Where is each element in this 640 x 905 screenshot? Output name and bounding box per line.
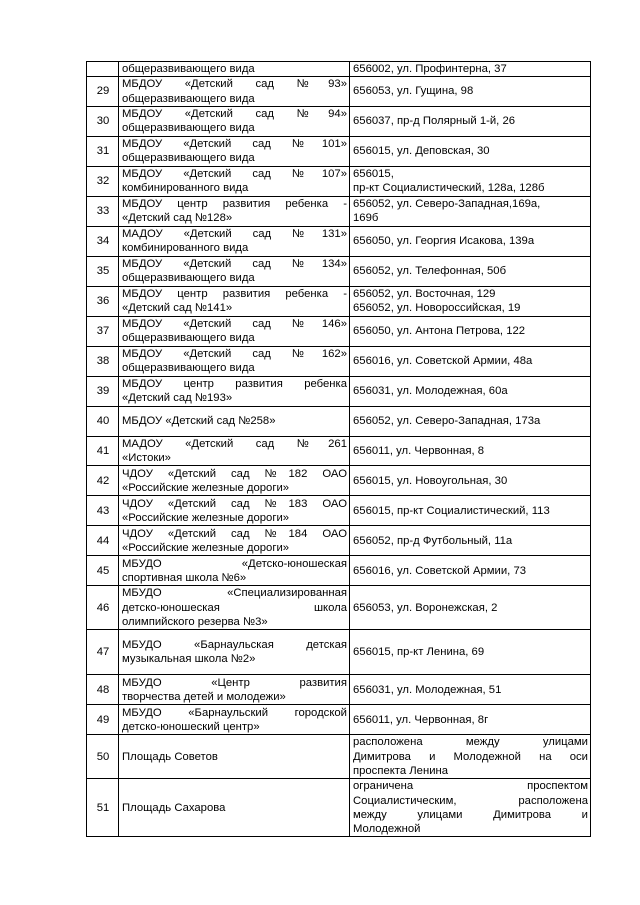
row-number: 36 xyxy=(87,286,119,316)
institution-name-line: МБДОУ центр развития ребенка - xyxy=(122,288,347,301)
institution-name-line: музыкальная школа №2» xyxy=(122,653,256,666)
address-cell xyxy=(350,705,591,735)
institution-name-cell xyxy=(119,226,350,256)
institution-name-line: МБДОУ центр развития ребенка xyxy=(122,378,347,391)
institution-name-line: «Истоки» xyxy=(122,452,171,465)
address-line: Молодежной xyxy=(353,823,421,836)
address-line: 656037, пр-д Полярный 1-й, 26 xyxy=(353,115,516,128)
institution-name-line: МБУДО «Специализированная xyxy=(122,587,347,600)
address-line: 656016, ул. Советской Армии, 48а xyxy=(353,355,533,368)
institution-name-line: «Российские железные дороги» xyxy=(122,511,290,524)
row-number: 49 xyxy=(87,705,119,735)
address-line: 656053, ул. Воронежская, 2 xyxy=(353,601,498,614)
institution-name-cell xyxy=(119,136,350,166)
row-number: 39 xyxy=(87,376,119,406)
table-row xyxy=(87,556,591,586)
row-number: 29 xyxy=(87,77,119,107)
table-row xyxy=(87,226,591,256)
row-number: 48 xyxy=(87,675,119,705)
document-page xyxy=(86,61,590,837)
institution-name-line: МБУДО «Барнаульский городской xyxy=(122,706,347,719)
address-cell xyxy=(350,346,591,376)
institutions-table xyxy=(86,61,591,837)
address-cell xyxy=(350,556,591,586)
address-cell xyxy=(350,166,591,196)
address-line: 656015, ул. Новоугольная, 30 xyxy=(353,474,508,487)
institution-name-line: МБДОУ центр развития ребенка - xyxy=(122,198,347,211)
institution-name-line: МАДОУ «Детский сад №131» xyxy=(122,228,347,241)
address-line: 656015, пр-кт Ленина, 69 xyxy=(353,646,485,659)
institution-name-line: МБДОУ «Детский сад №107» xyxy=(122,168,347,181)
institution-name-line: общеразвивающего вида xyxy=(122,63,255,75)
institution-name-line: общеразвивающего вида xyxy=(122,362,255,375)
address-cell xyxy=(350,779,591,837)
address-cell xyxy=(350,286,591,316)
row-number: 44 xyxy=(87,526,119,556)
institution-name-line: Площадь Советов xyxy=(122,750,218,763)
address-line: между улицами Димитрова и xyxy=(353,808,588,821)
table-row xyxy=(87,526,591,556)
address-line: 656052, ул. Восточная, 129 xyxy=(353,288,496,301)
institution-name-line: МБУДО «Барнаульская детская xyxy=(122,639,347,652)
institution-name-line: общеразвивающего вида xyxy=(122,152,255,165)
table-row xyxy=(87,376,591,406)
table-row xyxy=(87,630,591,675)
table-row xyxy=(87,675,591,705)
institution-name-line: общеразвивающего вида xyxy=(122,122,255,135)
row-number: 34 xyxy=(87,226,119,256)
institution-name-cell xyxy=(119,376,350,406)
address-line: 656052, ул. Северо-Западная,169а, xyxy=(353,198,541,211)
table-row xyxy=(87,406,591,436)
address-line: пр-кт Социалистический, 128а, 128б xyxy=(353,182,545,195)
institution-name-line: детско-юношеская школа xyxy=(122,601,347,614)
address-cell xyxy=(350,496,591,526)
table-row xyxy=(87,106,591,136)
table-row xyxy=(87,256,591,286)
table-row xyxy=(87,77,591,107)
row-number: 31 xyxy=(87,136,119,166)
institution-name-cell xyxy=(119,436,350,466)
row-number: 40 xyxy=(87,406,119,436)
row-number: 32 xyxy=(87,166,119,196)
institution-name-line: общеразвивающего вида xyxy=(122,272,255,285)
address-line: проспекта Ленина xyxy=(353,764,449,777)
institution-name-cell xyxy=(119,705,350,735)
institution-name-line: комбинированного вида xyxy=(122,242,249,255)
address-line: 656052, ул. Северо-Западная, 173а xyxy=(353,415,541,428)
address-cell xyxy=(350,136,591,166)
address-cell xyxy=(350,106,591,136)
institution-name-line: детско-юношеский центр» xyxy=(122,720,260,733)
institution-name-line: «Детский сад №193» xyxy=(122,392,233,405)
address-line: 169б xyxy=(353,212,379,225)
address-line: 656015, пр-кт Социалистический, 113 xyxy=(353,504,550,517)
institution-name-line: МБДОУ «Детский сад №93» xyxy=(122,78,347,91)
address-cell xyxy=(350,526,591,556)
row-number: 41 xyxy=(87,436,119,466)
institution-name-cell xyxy=(119,256,350,286)
table-row xyxy=(87,316,591,346)
address-cell xyxy=(350,196,591,226)
table-row xyxy=(87,286,591,316)
institution-name-line: общеразвивающего вида xyxy=(122,92,255,105)
address-line: 656052, пр-д Футбольный, 11а xyxy=(353,534,513,547)
institution-name-line: «Российские железные дороги» xyxy=(122,541,290,554)
address-line: 656031, ул. Молодежная, 51 xyxy=(353,683,502,696)
table-row xyxy=(87,496,591,526)
address-cell xyxy=(350,376,591,406)
address-line: 656011, ул. Червонная, 8 xyxy=(353,445,485,458)
row-number: 42 xyxy=(87,466,119,496)
institution-name-line: творчества детей и молодежи» xyxy=(122,690,286,703)
institution-name-line: ЧДОУ «Детский сад №183 ОАО xyxy=(122,497,347,510)
row-number: 43 xyxy=(87,496,119,526)
address-cell xyxy=(350,62,591,77)
row-number xyxy=(87,62,119,77)
institution-name-line: МБДОУ «Детский сад №258» xyxy=(122,415,276,428)
institution-name-cell xyxy=(119,496,350,526)
table-row xyxy=(87,735,591,779)
institution-name-line: ЧДОУ «Детский сад №184 ОАО xyxy=(122,527,347,540)
address-line: 656052, ул. Новороссийская, 19 xyxy=(353,302,521,315)
table-row xyxy=(87,779,591,837)
institution-name-cell xyxy=(119,316,350,346)
address-line: 656015, ул. Деповская, 30 xyxy=(353,145,490,158)
institution-name-line: МБУДО «Детско-юношеская xyxy=(122,557,347,570)
row-number: 45 xyxy=(87,556,119,586)
address-cell xyxy=(350,316,591,346)
institution-name-line: МБДОУ «Детский сад №146» xyxy=(122,318,347,331)
table-row xyxy=(87,136,591,166)
institution-name-line: общеразвивающего вида xyxy=(122,332,255,345)
institution-name-line: «Детский сад №128» xyxy=(122,212,233,225)
address-line: 656031, ул. Молодежная, 60а xyxy=(353,385,508,398)
address-line: 656050, ул. Антона Петрова, 122 xyxy=(353,325,526,338)
row-number: 50 xyxy=(87,735,119,779)
address-line: 656015, xyxy=(353,168,394,181)
row-number: 47 xyxy=(87,630,119,675)
institution-name-line: ЧДОУ «Детский сад №182 ОАО xyxy=(122,467,347,480)
institution-name-cell xyxy=(119,77,350,107)
table-body xyxy=(87,62,591,837)
row-number: 46 xyxy=(87,586,119,630)
table-row xyxy=(87,466,591,496)
institution-name-cell xyxy=(119,62,350,77)
address-line: Социалистическим, расположена xyxy=(353,794,588,807)
address-cell xyxy=(350,256,591,286)
table-row xyxy=(87,586,591,630)
address-line: 656053, ул. Гущина, 98 xyxy=(353,85,474,98)
address-cell xyxy=(350,226,591,256)
institution-name-line: МБДОУ «Детский сад №134» xyxy=(122,258,347,271)
address-cell xyxy=(350,630,591,675)
institution-name-cell xyxy=(119,106,350,136)
address-cell xyxy=(350,586,591,630)
institution-name-cell xyxy=(119,166,350,196)
address-cell xyxy=(350,406,591,436)
table-row xyxy=(87,62,591,77)
address-line: 656052, ул. Телефонная, 50б xyxy=(353,265,507,278)
row-number: 37 xyxy=(87,316,119,346)
institution-name-cell xyxy=(119,779,350,837)
institution-name-cell xyxy=(119,346,350,376)
institution-name-line: Площадь Сахарова xyxy=(122,801,226,814)
address-cell xyxy=(350,466,591,496)
address-line: 656011, ул. Червонная, 8г xyxy=(353,713,489,726)
institution-name-line: «Детский сад №141» xyxy=(122,302,233,315)
institution-name-line: МАДОУ «Детский сад №261 xyxy=(122,437,347,450)
address-cell xyxy=(350,77,591,107)
address-line: расположена между улицами xyxy=(353,736,588,749)
institution-name-cell xyxy=(119,675,350,705)
institution-name-line: МБУДО «Центр развития xyxy=(122,676,347,689)
institution-name-line: МБДОУ «Детский сад №101» xyxy=(122,138,347,151)
row-number: 38 xyxy=(87,346,119,376)
institution-name-line: спортивная школа №6» xyxy=(122,571,247,584)
institution-name-cell xyxy=(119,630,350,675)
institution-name-cell xyxy=(119,196,350,226)
row-number: 33 xyxy=(87,196,119,226)
address-cell xyxy=(350,735,591,779)
address-line: 656002, ул. Профинтерна, 37 xyxy=(353,63,507,75)
table-row xyxy=(87,196,591,226)
institution-name-line: «Российские железные дороги» xyxy=(122,481,290,494)
address-line: Димитрова и Молодежной на оси xyxy=(353,750,588,763)
table-row xyxy=(87,346,591,376)
institution-name-line: олимпийского резерва №3» xyxy=(122,616,268,629)
institution-name-line: МБДОУ «Детский сад №94» xyxy=(122,108,347,121)
address-line: 656050, ул. Георгия Исакова, 139а xyxy=(353,235,535,248)
institution-name-cell xyxy=(119,526,350,556)
institution-name-line: комбинированного вида xyxy=(122,182,249,195)
row-number: 35 xyxy=(87,256,119,286)
institution-name-cell xyxy=(119,286,350,316)
table-row xyxy=(87,705,591,735)
institution-name-cell xyxy=(119,556,350,586)
row-number: 51 xyxy=(87,779,119,837)
row-number: 30 xyxy=(87,106,119,136)
address-line: ограничена проспектом xyxy=(353,780,588,793)
institution-name-cell xyxy=(119,735,350,779)
table-row xyxy=(87,166,591,196)
address-cell xyxy=(350,675,591,705)
address-cell xyxy=(350,436,591,466)
institution-name-cell xyxy=(119,406,350,436)
address-line: 656016, ул. Советской Армии, 73 xyxy=(353,564,527,577)
table-row xyxy=(87,436,591,466)
institution-name-cell xyxy=(119,466,350,496)
institution-name-cell xyxy=(119,586,350,630)
institution-name-line: МБДОУ «Детский сад №162» xyxy=(122,348,347,361)
